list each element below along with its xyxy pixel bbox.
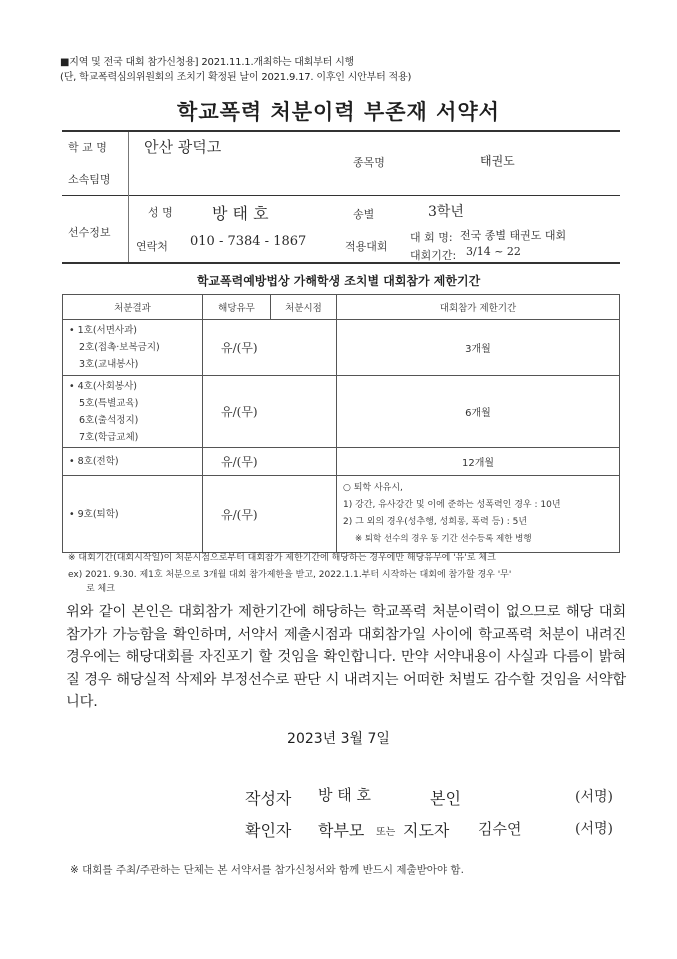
table-row [63, 448, 620, 476]
confirm-or: 또는 [376, 827, 396, 838]
school-value: 안산 광덕고 [144, 138, 222, 156]
measure-item: 6호(출석정지) [79, 414, 139, 426]
check-cell: 유/(무) [203, 320, 337, 376]
name-label: 성 명 [148, 206, 173, 219]
writer-label: 작성자 [245, 789, 292, 808]
document-title: 학교폭력 처분이력 부존재 서약서 [177, 100, 500, 124]
measure-item: 5호(특별교육) [79, 397, 139, 409]
pledge-date: 2023년 3월 7일 [287, 731, 390, 747]
reason-line: ○ 퇴학 사유시, [343, 483, 403, 493]
measure-cell [63, 448, 203, 476]
footnote-2: ex) 2021. 9.30. 제1호 처분으로 3개월 대회 참가제한을 받고, 2022.1.1.부터 시작하는 대회에 참가할 경우 '무' [68, 570, 512, 580]
name-value: 방 태 호 [212, 204, 269, 223]
bottom-note: ※ 대회를 주최/주관하는 단체는 본 서약서를 참가신청서와 함께 반드시 제출받아야 함. [70, 864, 464, 876]
reason-cell [337, 476, 620, 553]
footnote-3: 로 체크 [86, 584, 115, 594]
period-cell: 6개월 [337, 376, 620, 448]
confirm-signature: (서명) [575, 821, 613, 837]
restriction-subtitle: 학교폭력예방법상 가해학생 조치별 대회참가 제한기간 [196, 274, 481, 288]
comp-period-label: 대회기간: [410, 249, 457, 262]
header-period: 대회참가 제한기간 [337, 295, 620, 320]
reason-line: 1) 강간, 유사강간 및 이에 준하는 성폭력인 경우 : 10년 [343, 500, 561, 510]
check-cell: 유/(무) [203, 376, 337, 448]
notice-line-1: ■지역 및 전국 대회 참가신청용] 2021.11.1.개최하는 대회부터 시행 [60, 57, 354, 68]
table-header-row [63, 295, 620, 320]
comp-name-value: 전국 종별 태권도 대회 [460, 229, 567, 242]
contact-value: 010 - 7384 - 1867 [190, 234, 307, 249]
competition-label: 적용대회 [345, 240, 388, 253]
measure-cell [63, 376, 203, 448]
measure-item: 2호(접촉·보복금지) [79, 342, 160, 353]
check-cell: 유/(무) [203, 448, 337, 476]
school-label: 학 교 명 [68, 141, 107, 154]
grade-value: 3학년 [428, 204, 464, 220]
contact-label: 연락처 [136, 240, 168, 253]
measure-cell [63, 320, 203, 376]
confirm-name: 김수연 [478, 820, 522, 838]
measure-item: 7호(학급교체) [79, 431, 139, 443]
athlete-label: 선수정보 [68, 226, 111, 239]
table-row [63, 320, 620, 376]
confirm-role2: 지도자 [403, 821, 450, 840]
table-row [63, 476, 620, 553]
notice-line-2: (단, 학교폭력심의위원회의 조치기 확정된 날이 2021.9.17. 이후인 시안부터 적용) [60, 72, 412, 83]
measure-item: • 1호(서면사과) [69, 325, 137, 336]
header-time: 처분시점 [271, 295, 337, 320]
measure-cell [63, 476, 203, 553]
measure-item: • 8호(전학) [69, 456, 119, 467]
event-label: 종목명 [353, 156, 385, 169]
header-measure: 처분결과 [63, 295, 203, 320]
affiliation-label: 소속팀명 [68, 173, 111, 186]
pledge-body: 위와 같이 본인은 대회참가 제한기간에 해당하는 학교폭력 처분이력이 없으므로 해당 대회 참가가 가능함을 확인하며, 서약서 제출시점과 대회참가일 사이에 학교폭력 처분이 내려진 경우에는 해당대회를 자진포기 할 것임을 확인합니다. 만약 서약내용이 사실과 다름이 밝혀질 경우 해당실적 삭제와 부정선수로 판단 시 내려지는 어떠한 처벌도 감수할 것임을 서약합니다. [66, 604, 626, 710]
table-row [63, 376, 620, 448]
comp-period-value: 3/14 ~ 22 [466, 245, 521, 258]
period-cell: 3개월 [337, 320, 620, 376]
writer-role: 본인 [430, 789, 461, 808]
measure-item: • 9호(퇴학) [69, 508, 119, 520]
confirm-role: 학부모 [318, 821, 365, 840]
reason-line: ※ 퇴학 선수의 경우 동 기간 선수등록 제한 병행 [355, 534, 532, 544]
comp-name-label: 대 회 명: [410, 231, 453, 244]
grade-label: 송별 [353, 208, 375, 221]
check-cell: 유/(무) [203, 476, 337, 553]
restriction-table [62, 294, 620, 553]
header-applicable: 해당유무 [203, 295, 271, 320]
writer-signature: (서명) [575, 789, 613, 805]
footnote-1: ※ 대회기간(대회시작일)이 처분시점으로부터 대회참가 제한기간에 해당하는 경우에만 해당유무에 '유'로 체크 [68, 553, 496, 563]
reason-line: 2) 그 외의 경우(성추행, 성희롱, 폭력 등) : 5년 [343, 517, 528, 527]
period-cell: 12개월 [337, 448, 620, 476]
measure-item: 3호(교내봉사) [79, 359, 139, 370]
writer-name: 방 태 호 [318, 786, 372, 804]
measure-item: • 4호(사회봉사) [69, 380, 137, 392]
confirm-label: 확인자 [245, 821, 292, 840]
event-value: 태권도 [480, 154, 515, 168]
